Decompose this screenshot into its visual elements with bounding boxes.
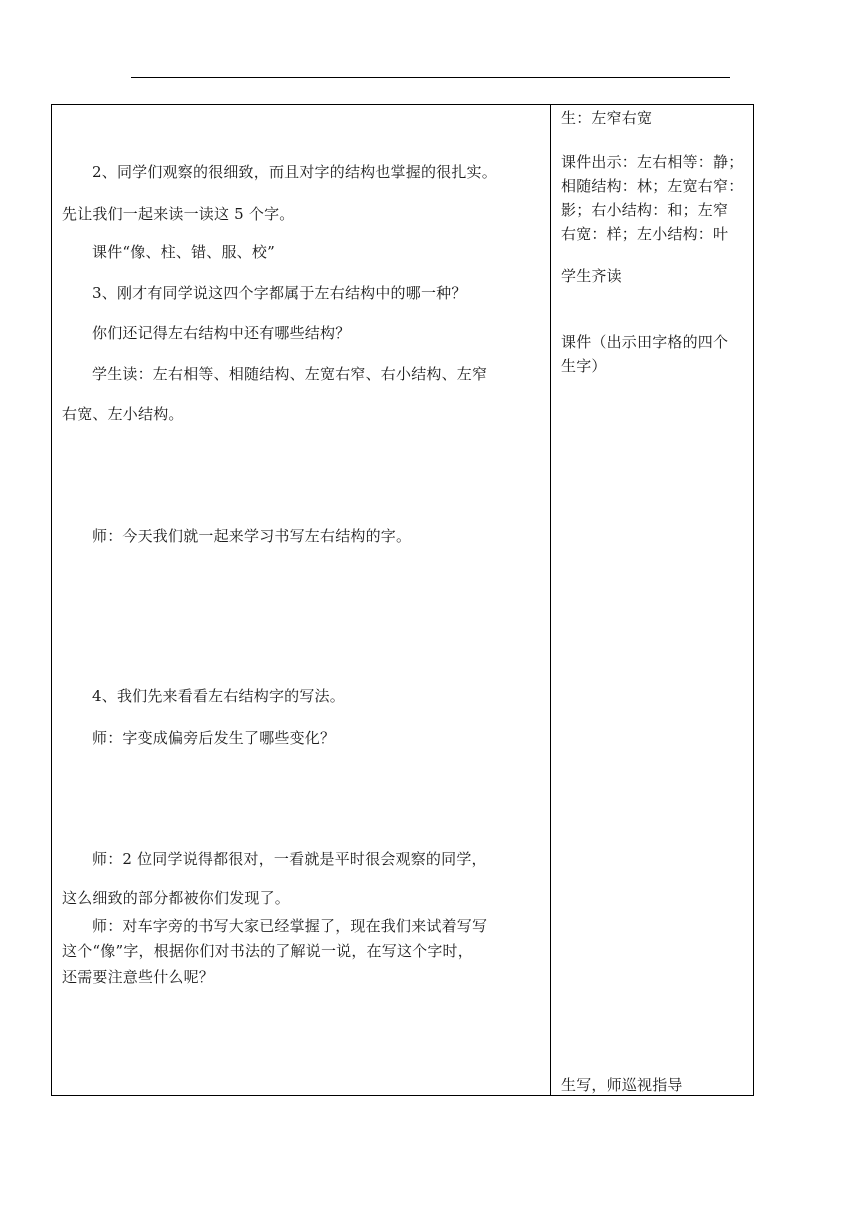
paragraph-teacher-xiang-line2: 这个“像”字，根据你们对书法的了解说一说，在写这个字时， — [62, 942, 473, 960]
note-write-guide: 生写，师巡视指导 — [561, 1076, 683, 1094]
paragraph-teacher-xiang-line1: 师：对车字旁的书写大家已经掌握了，现在我们来试着写写 — [92, 917, 488, 935]
note-courseware-line3: 影；右小结构：和；左窄 — [561, 201, 729, 219]
note-read-together: 学生齐读 — [561, 267, 622, 285]
paragraph-students-read-line2: 右宽、左小结构。 — [62, 405, 184, 423]
paragraph-students-read-line1: 学生读：左右相等、相随结构、左宽右窄、右小结构、左窄 — [92, 365, 488, 383]
note-courseware-line2: 相随结构：林；左宽右窄： — [561, 177, 744, 195]
column-divider — [550, 105, 551, 1095]
paragraph-teacher-today: 师：今天我们就一起来学习书写左右结构的字。 — [92, 527, 412, 545]
paragraph-courseware: 课件“像、柱、错、服、校” — [92, 243, 275, 261]
note-grid-line1: 课件（出示田字格的四个 — [561, 333, 729, 351]
note-grid-line2: 生字） — [561, 357, 607, 375]
note-left-narrow: 生：左窄右宽 — [561, 109, 653, 127]
paragraph-question-structure: 3、刚才有同学说这四个字都属于左右结构中的哪一种？ — [92, 284, 467, 302]
note-courseware-line4: 右宽：样；左小结构：叶 — [561, 225, 729, 243]
paragraph-observe-line1: 2、同学们观察的很细致，而且对字的结构也掌握的很扎实。 — [92, 163, 497, 181]
header-rule — [131, 77, 730, 78]
paragraph-look-writing: 4、我们先来看看左右结构字的写法。 — [92, 687, 345, 705]
paragraph-teacher-xiang-line3: 还需要注意些什么呢？ — [62, 968, 215, 986]
paragraph-question-remember: 你们还记得左右结构中还有哪些结构？ — [92, 324, 351, 342]
paragraph-teacher-praise-line2: 这么细致的部分都被你们发现了。 — [62, 889, 291, 907]
paragraph-observe-line2: 先让我们一起来读一读这 5 个字。 — [62, 205, 295, 223]
lesson-table — [51, 104, 754, 1096]
paragraph-teacher-praise-line1: 师：2 位同学说得都很对，一看就是平时很会观察的同学， — [92, 850, 487, 868]
paragraph-radical-change: 师：字变成偏旁后发生了哪些变化？ — [92, 729, 336, 747]
note-courseware-line1: 课件出示：左右相等：静； — [561, 153, 744, 171]
